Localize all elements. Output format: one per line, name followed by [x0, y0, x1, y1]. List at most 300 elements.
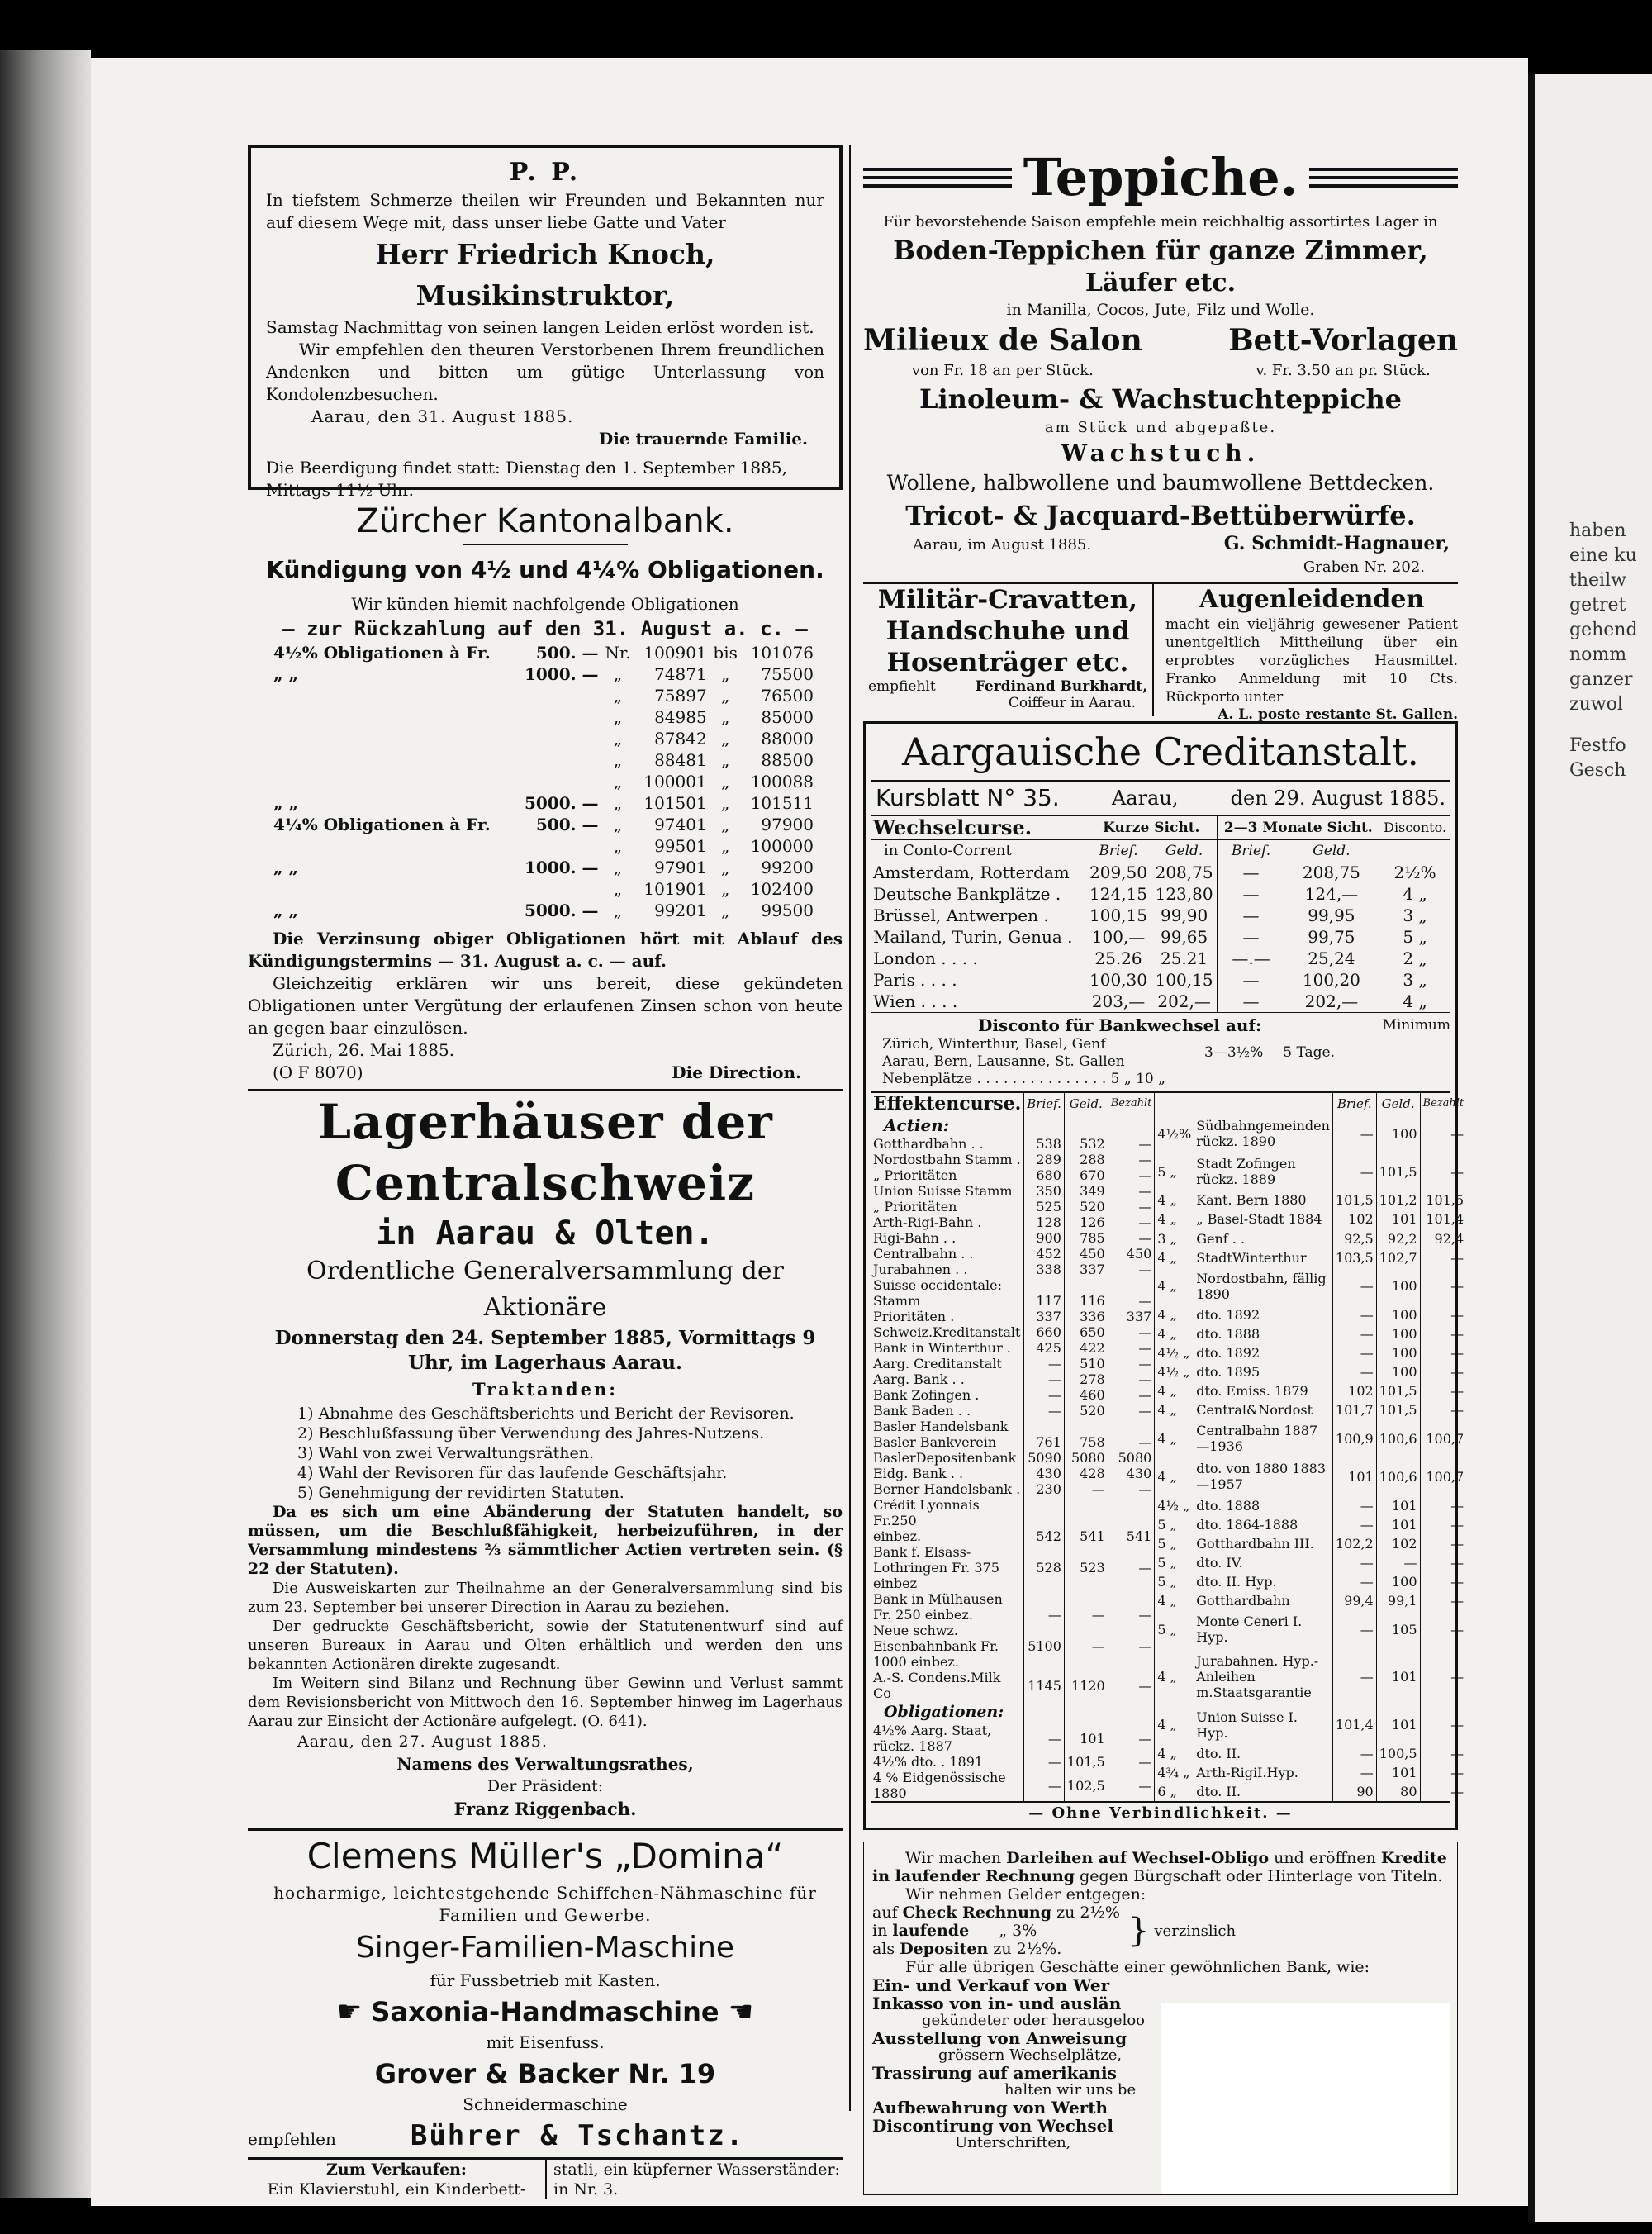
brief-value: 101,4 — [1332, 1705, 1376, 1743]
brief-value: — — [1332, 1305, 1376, 1324]
interest-rate: 4½ „ — [1157, 1344, 1190, 1361]
obligation-sep: „ — [720, 815, 730, 834]
obligation-to: 97900 — [761, 815, 814, 834]
effekten-name: Gotthardbahn . . — [873, 1136, 984, 1152]
interest-rate: 4 „ — [1157, 1278, 1177, 1295]
geld-kurz: 100,15 — [1155, 970, 1213, 990]
brief-value: — — [1024, 1607, 1065, 1623]
disconto-value: 2½% — [1379, 862, 1450, 883]
brief-value: — — [1024, 1387, 1065, 1403]
bezahlt-value: — — [1420, 1782, 1466, 1801]
milieux-price: von Fr. 18 an per Stück. — [911, 362, 1094, 379]
obligation-type: „ „ — [273, 664, 298, 684]
bezahlt-value: — — [1108, 1770, 1154, 1801]
teppiche-firm: G. Schmidt-Hagnauer, — [1223, 533, 1450, 554]
interest-rate: 5 „ — [1157, 1516, 1177, 1533]
obligation-nr: „ — [613, 772, 623, 791]
obligation-type — [271, 835, 515, 857]
bezahlt-value: — — [1420, 1267, 1466, 1305]
interest-rate: 4½ „ — [1157, 1364, 1190, 1381]
brief-value: — — [1332, 1343, 1376, 1362]
effekten-name: Bank Zofingen . — [873, 1387, 980, 1403]
obligation-course-row — [1155, 1782, 1466, 1801]
disconto-places: Aarau, Bern, Lausanne, St. Gallen — [882, 1053, 1125, 1070]
geld-lang: 202,— — [1304, 991, 1359, 1011]
bezahlt-value: — — [1420, 1610, 1466, 1648]
brief-value: 90 — [1332, 1782, 1376, 1801]
obligation-sep: „ — [720, 707, 730, 727]
effekten-name: Schweiz.Kreditanstalt — [873, 1324, 1021, 1340]
darlehen-text: in — [872, 1922, 888, 1940]
obligation-from: 100001 — [643, 772, 707, 791]
effekten-name: Bank in Winterthur . — [873, 1340, 1011, 1356]
obituary-title: P. P. — [509, 158, 582, 187]
bond-name: dto. 1888 — [1196, 1497, 1260, 1514]
effekten-row — [871, 1340, 1154, 1356]
geld-value: 101 — [1376, 1705, 1420, 1743]
verkauf-text: Ein Klavierstuhl, ein Kinderbett- — [267, 2180, 526, 2198]
disconto-value: 2 „ — [1379, 948, 1450, 969]
bezahlt-value — [1108, 1419, 1154, 1434]
traktandum: 4) Wahl der Revisoren für das laufende Geschäftsjahr. — [297, 1464, 728, 1482]
brief-value: 525 — [1024, 1199, 1065, 1214]
bezahlt-value: 101,4 — [1420, 1210, 1466, 1229]
disconto-value: 4 „ — [1379, 991, 1450, 1012]
geld-value: 100,6 — [1376, 1457, 1420, 1495]
brief-kurz: 124,15 — [1085, 883, 1151, 905]
geld-value: 520 — [1064, 1403, 1108, 1419]
darlehen-bold: Depositen — [900, 1940, 989, 1958]
teppiche-addr: Graben Nr. 202. — [1303, 558, 1425, 576]
geld-value: 101,5 — [1376, 1400, 1420, 1419]
obligation-nr: „ — [613, 836, 623, 856]
domina-text: hocharmige, leichtestgehende Schiffchen-Nähmaschine für Familien und Gewerbe. — [273, 1883, 817, 1925]
obligation-row — [271, 900, 816, 921]
strip-line: haben — [1569, 520, 1626, 541]
brief-value: 230 — [1024, 1481, 1065, 1497]
obligation-sep: „ — [720, 836, 730, 856]
interest-rate: 5 „ — [1157, 1573, 1177, 1590]
effekten-name: 4½% dto. . 1891 — [873, 1754, 984, 1770]
geld-value: 349 — [1064, 1183, 1108, 1199]
verkauf-text: statli, ein küpferner Wasserständer: — [553, 2160, 840, 2179]
darlehen-text: verzinslich — [1154, 1922, 1237, 1940]
bezahlt-value: 101,5 — [1420, 1191, 1466, 1210]
obligation-to: 100000 — [750, 836, 814, 856]
obituary-text: Wir empfehlen den theuren Verstorbenen Ihrem freundlichen Andenken und bitten um gütige Unterlassung von Kondolenzbesuchen. — [266, 340, 824, 404]
brief-value: — — [1024, 1770, 1065, 1801]
effektencurse-obligationen-table — [1154, 1093, 1466, 1801]
effekten-row — [871, 1670, 1154, 1701]
effekten-name: Nordostbahn Stamm . — [873, 1152, 1021, 1167]
geld-value: 100 — [1376, 1362, 1420, 1381]
geld-value: 100,5 — [1376, 1744, 1420, 1763]
obligation-type — [271, 728, 515, 749]
geld-value: 1120 — [1064, 1670, 1108, 1701]
bezahlt-value: — — [1420, 1496, 1466, 1515]
geld-value: 101 — [1376, 1763, 1420, 1782]
geld-value: 101,5 — [1376, 1153, 1420, 1191]
obligation-type: „ „ — [273, 793, 298, 813]
lager-when: Donnerstag den 24. September 1885, Vormittags 9 Uhr, im Lagerhaus Aarau. — [274, 1327, 816, 1374]
darlehen-text: gekündeter oder herausgeloo — [922, 2012, 1146, 2029]
small-ads-row — [863, 584, 1458, 723]
brief-value: 338 — [1024, 1262, 1065, 1277]
geld-lang: 25,24 — [1308, 948, 1355, 968]
obligation-nr: „ — [613, 729, 623, 749]
geld-value: 541 — [1064, 1528, 1108, 1544]
obligation-nr: „ — [613, 815, 623, 834]
bond-name: Centralbahn 1887—1936 — [1196, 1423, 1318, 1455]
redaction-patch — [1161, 2003, 1450, 2194]
strip-line: theilw — [1569, 570, 1626, 591]
geld-value: 100 — [1376, 1115, 1420, 1153]
obligation-course-row — [1155, 1229, 1466, 1248]
bond-name: Gotthardbahn III. — [1196, 1535, 1314, 1552]
brief-value — [1024, 1419, 1065, 1434]
bezahlt-value: — — [1420, 1744, 1466, 1763]
bezahlt-value: — — [1108, 1262, 1154, 1277]
obligation-course-row — [1155, 1648, 1466, 1705]
geld-value: 101 — [1376, 1515, 1420, 1534]
obligation-nr: „ — [613, 879, 623, 899]
traktandum: 1) Abnahme des Geschäftsberichts und Bericht der Revisoren. — [297, 1405, 795, 1423]
brief-value: 900 — [1024, 1230, 1065, 1246]
obligation-to: 102400 — [750, 879, 814, 899]
wechsel-row — [871, 948, 1450, 969]
effekten-row — [871, 1309, 1154, 1324]
brief-value: 289 — [1024, 1152, 1065, 1167]
interest-rate: 4 „ — [1157, 1669, 1177, 1685]
interest-rate: 4 „ — [1157, 1592, 1177, 1609]
darlehen-text: grössern Wechselplätze, — [938, 2046, 1123, 2064]
obligation-sep: „ — [720, 729, 730, 749]
obligation-sep: „ — [720, 879, 730, 899]
brief-value: — — [1332, 1553, 1376, 1572]
darlehen-text: Unterschriften, — [955, 2134, 1071, 2151]
obligation-to: 101511 — [750, 793, 814, 813]
geld-value: 5080 — [1064, 1450, 1108, 1466]
augen-ad — [1154, 584, 1458, 723]
lino-sub: am Stück und abgepaßte. — [1044, 419, 1277, 436]
effekten-row — [871, 1528, 1154, 1544]
obligationen-label: Obligationen: — [884, 1703, 1004, 1721]
obligation-course-row — [1155, 1153, 1466, 1191]
bond-name: dto. II. — [1196, 1783, 1241, 1799]
obligation-to: 100088 — [750, 772, 814, 791]
brief-value: 101 — [1332, 1457, 1376, 1495]
tricot-title: Tricot- & Jacquard-Bettüberwürfe. — [905, 500, 1416, 531]
geld-value: 102 — [1376, 1534, 1420, 1553]
obligation-course-row — [1155, 1763, 1466, 1782]
pointing-hand-icon: ☚ — [728, 1995, 754, 2028]
domina-firm: Bührer & Tschantz. — [410, 2119, 745, 2152]
geld-value — [1064, 1591, 1108, 1607]
brief-value — [1024, 1591, 1065, 1607]
obligation-nr: „ — [613, 707, 623, 727]
brief-lang: —.— — [1218, 948, 1284, 969]
effekten-row — [871, 1387, 1154, 1403]
lager-namens: Namens des Verwaltungsrathes, — [396, 1754, 694, 1774]
obligation-row — [271, 642, 816, 663]
obligation-from: 101901 — [643, 879, 707, 899]
brief-kurz: 209,50 — [1085, 862, 1151, 883]
effekten-row — [871, 1167, 1154, 1183]
obligation-row — [271, 706, 816, 728]
geld-value: 336 — [1064, 1309, 1108, 1324]
obligation-amount: 5000. — — [524, 793, 599, 813]
obligation-type: 4¼% Obligationen à Fr. — [273, 815, 491, 834]
obituary-date: Aarau, den 31. August 1885. — [311, 406, 574, 426]
obligation-course-row — [1155, 1324, 1466, 1343]
brief-header: Brief. — [1218, 840, 1284, 863]
obligation-course-row — [1155, 1572, 1466, 1591]
bezahlt-value: — — [1108, 1623, 1154, 1670]
brief-value: — — [1332, 1610, 1376, 1648]
effekten-row — [871, 1497, 1154, 1528]
obligation-course-row — [1155, 1705, 1466, 1743]
darlehen-text: Wir nehmen Gelder entgegen: — [905, 1885, 1146, 1904]
bond-name: dto. von 1880 1883—1957 — [1196, 1461, 1326, 1493]
brief-value: — — [1332, 1572, 1376, 1591]
wechsel-row — [871, 905, 1450, 926]
lager-title: Lagerhäuser der Centralschweiz — [317, 1094, 773, 1211]
geld-value: 116 — [1064, 1293, 1108, 1309]
geld-value: 100,6 — [1376, 1419, 1420, 1457]
geld-value: 758 — [1064, 1434, 1108, 1450]
wechsel-place: Wien . . . . — [873, 991, 958, 1011]
bond-name: dto. Emiss. 1879 — [1196, 1383, 1308, 1400]
bezahlt-value: 450 — [1108, 1246, 1154, 1262]
interest-rate: 4 „ — [1157, 1325, 1177, 1342]
effekten-name: Aarg. Bank . . — [873, 1371, 965, 1387]
geld-lang: 100,20 — [1302, 970, 1360, 990]
obligation-course-row — [1155, 1515, 1466, 1534]
effekten-name: Eidg. Bank . . — [873, 1466, 964, 1481]
obligation-nr: Nr. — [605, 643, 631, 663]
bond-name: Arth-RigiI.Hyp. — [1196, 1764, 1298, 1780]
geld-value: 785 — [1064, 1230, 1108, 1246]
effekten-row — [871, 1262, 1154, 1277]
bezahlt-value: 541 — [1108, 1528, 1154, 1544]
nebenplaetze: Nebenplätze . . . . . . . . . . . . . . . 5 „ 10 „ — [882, 1071, 1165, 1087]
darlehen-bold: Ausstellung von Anweisung — [872, 2028, 1127, 2048]
disconto-rate: 3—3½% — [1204, 1044, 1264, 1061]
obligation-course-row — [1155, 1744, 1466, 1763]
geld-value: 92,2 — [1376, 1229, 1420, 1248]
bond-name: Südbahngemeinden rückz. 1890 — [1196, 1118, 1330, 1150]
teppiche-text: Für bevorstehende Saison empfehle mein reichhaltig assortirtes Lager in — [883, 213, 1438, 231]
effekten-name: Fr. 250 einbez. — [873, 1607, 973, 1623]
bond-name: Genf . . — [1196, 1230, 1246, 1247]
brace-icon: } — [1127, 1912, 1150, 1950]
effekten-row — [871, 1466, 1154, 1481]
obligation-sep: „ — [720, 901, 730, 920]
strip-line: Festfo — [1569, 735, 1626, 756]
obligation-course-row — [1155, 1419, 1466, 1457]
geld-value: 101,5 — [1064, 1754, 1108, 1770]
interest-rate: 4 „ — [1157, 1717, 1177, 1733]
brief-value — [1024, 1277, 1065, 1293]
effekten-row — [871, 1214, 1154, 1230]
wechsel-row — [871, 883, 1450, 905]
bezahlt-value: — — [1108, 1403, 1154, 1419]
bezahlt-value: — — [1108, 1183, 1154, 1199]
bezahlt-value: — — [1108, 1293, 1154, 1309]
saxonia-title: Saxonia-Handmaschine — [371, 1996, 719, 2027]
bezahlt-value: — — [1420, 1362, 1466, 1381]
bezahlt-value: — — [1108, 1544, 1154, 1591]
geld-value: — — [1376, 1553, 1420, 1572]
brief-value: 452 — [1024, 1246, 1065, 1262]
deceased-name: Herr Friedrich Knoch, Musikinstruktor, — [375, 238, 715, 311]
obligation-course-row — [1155, 1191, 1466, 1210]
bezahlt-value: — — [1108, 1670, 1154, 1701]
obligation-from: 97401 — [654, 815, 707, 834]
kursblatt-date: den 29. August 1885. — [1230, 787, 1446, 810]
effekten-name: 4½% Aarg. Staat, rückz. 1887 — [873, 1723, 992, 1754]
brief-value: — — [1332, 1362, 1376, 1381]
brief-value: — — [1332, 1496, 1376, 1515]
interest-rate: 3 „ — [1157, 1230, 1177, 1247]
bond-name: Nordostbahn, fällig 1890 — [1196, 1270, 1327, 1302]
bezahlt-header: Bezahlt — [1420, 1093, 1466, 1115]
teppiche-boden: Boden-Teppichen für ganze Zimmer, — [893, 235, 1428, 266]
obligation-row — [271, 663, 816, 685]
traktandum: 3) Wahl von zwei Verwaltungsräthen. — [297, 1444, 594, 1462]
bezahlt-value: — — [1420, 1648, 1466, 1705]
effekten-name: Rigi-Bahn . . — [873, 1230, 957, 1246]
bezahlt-value: — — [1420, 1763, 1466, 1782]
darlehen-bold: Darleihen auf Wechsel-Obligo — [1006, 1849, 1270, 1867]
lager-text: Der gedruckte Geschäftsbericht, sowie der Statutenentwurf sind auf unseren Bureaux in Aarau und Olten erhältlich und werden den uns bekannten Actionären direkte zugesandt. — [248, 1618, 843, 1673]
bezahlt-value: — — [1108, 1199, 1154, 1214]
disconto-min: 5 Tage. — [1283, 1044, 1335, 1061]
effekten-name: Union Suisse Stamm — [873, 1183, 1013, 1199]
bond-name: Stadt Zofingen rückz. 1889 — [1196, 1156, 1296, 1188]
geld-kurz: 99,65 — [1160, 927, 1208, 947]
effekten-row — [871, 1770, 1154, 1801]
effekten-row — [871, 1230, 1154, 1246]
obligation-type — [271, 685, 515, 706]
obligation-to: 99500 — [761, 901, 814, 920]
bezahlt-value: — — [1108, 1754, 1154, 1770]
bond-name: dto. II. — [1196, 1745, 1241, 1761]
militaer-title: Handschuhe und — [885, 616, 1130, 646]
brief-value: 538 — [1024, 1136, 1065, 1152]
zkb-obligations-table — [271, 642, 816, 921]
obligation-type — [271, 749, 515, 771]
obligation-amount — [515, 835, 601, 857]
obligation-row — [271, 814, 816, 835]
militaer-title: Militär-Cravatten, — [877, 585, 1138, 615]
brief-value: 425 — [1024, 1340, 1065, 1356]
geld-value: 650 — [1064, 1324, 1108, 1340]
obligation-amount: 5000. — — [524, 901, 599, 920]
darlehen-text: als — [872, 1940, 895, 1958]
geld-value — [1064, 1497, 1108, 1528]
bond-name: dto. 1892 — [1196, 1344, 1260, 1361]
lager-signature: Franz Riggenbach. — [453, 1799, 637, 1819]
brief-value: 102,2 — [1332, 1534, 1376, 1553]
obligation-to: 88000 — [761, 729, 814, 749]
creditanstalt-kursblatt — [863, 721, 1464, 1830]
obligation-nr: „ — [613, 664, 623, 684]
geld-kurz: 208,75 — [1155, 863, 1213, 882]
obligation-course-row — [1155, 1210, 1466, 1229]
obligation-sep: „ — [720, 858, 730, 877]
effekten-name: Bank f. Elsass-Lothringen Fr. 375 einbez — [873, 1544, 999, 1591]
obligation-amount — [515, 749, 601, 771]
bezahlt-value: — — [1108, 1387, 1154, 1403]
darlehen-text: Wir machen — [905, 1849, 1002, 1867]
disconto-places: Zürich, Winterthur, Basel, Genf — [882, 1036, 1106, 1053]
darlehen-ad — [863, 1842, 1458, 2195]
geld-value: 105 — [1376, 1610, 1420, 1648]
brief-value: 103,5 — [1332, 1248, 1376, 1267]
effekten-name: 4 % Eidgenössische 1880 — [873, 1770, 1006, 1801]
bezahlt-value: — — [1420, 1153, 1466, 1191]
strip-line: ganzer — [1569, 669, 1633, 690]
divider — [463, 544, 628, 545]
effekten-name: Jurabahnen . . — [873, 1262, 968, 1277]
obligation-row — [271, 857, 816, 878]
brief-value: 350 — [1024, 1183, 1065, 1199]
lagerhaeuser-notice — [248, 1091, 843, 1820]
geld-lang: 124,— — [1304, 884, 1359, 904]
interest-rate: 4 „ — [1157, 1402, 1177, 1419]
obligation-from: 99201 — [654, 901, 707, 920]
effekten-name: Neue schwz. Eisenbahnbank Fr. 1000 einbez. — [873, 1623, 999, 1670]
geld-value: 99,1 — [1376, 1591, 1420, 1610]
bond-name: Jurabahnen. Hyp.-Anleihen m.Staatsgarantie — [1196, 1653, 1319, 1701]
bond-name: „ Basel-Stadt 1884 — [1196, 1211, 1322, 1228]
brief-header: Brief. — [1085, 840, 1151, 863]
brief-value — [1024, 1497, 1065, 1528]
geld-value: 101 — [1376, 1496, 1420, 1515]
wechsel-row — [871, 926, 1450, 948]
bezahlt-value: 92,4 — [1420, 1229, 1466, 1248]
geld-header: Geld. — [1376, 1093, 1420, 1115]
lager-praes: Der Präsident: — [487, 1777, 604, 1795]
effekten-row — [871, 1293, 1154, 1309]
obligation-amount — [515, 706, 601, 728]
obituary-notice — [248, 145, 843, 500]
obligation-course-row — [1155, 1610, 1466, 1648]
geld-value: 101 — [1376, 1648, 1420, 1705]
disconto-minimum: Minimum — [1382, 1017, 1450, 1034]
brief-value: — — [1024, 1723, 1065, 1754]
obligation-from: 75897 — [654, 686, 707, 706]
bond-name: dto. II. Hyp. — [1196, 1573, 1277, 1590]
brief-kurz: 100,— — [1085, 926, 1151, 948]
geld-header: Geld. — [1165, 843, 1203, 859]
strip-line: zuwol — [1569, 694, 1623, 715]
effekten-name: Basler Bankverein — [873, 1434, 997, 1450]
effekten-name: „ Prioritäten — [873, 1167, 957, 1183]
effekten-row — [871, 1277, 1154, 1293]
obligation-type: „ „ — [273, 901, 298, 920]
brief-kurz: 25.26 — [1085, 948, 1151, 969]
effekten-row — [871, 1419, 1154, 1434]
darlehen-bold: Discontirung von Wechsel — [872, 2116, 1113, 2136]
effekten-name: Stamm — [873, 1293, 921, 1309]
effekten-row — [871, 1434, 1154, 1450]
wechsel-place: London . . . . — [873, 948, 978, 968]
effekten-row — [871, 1544, 1154, 1591]
militaer-job: Coiffeur in Aarau. — [1008, 695, 1136, 711]
bezahlt-value — [1108, 1591, 1154, 1607]
